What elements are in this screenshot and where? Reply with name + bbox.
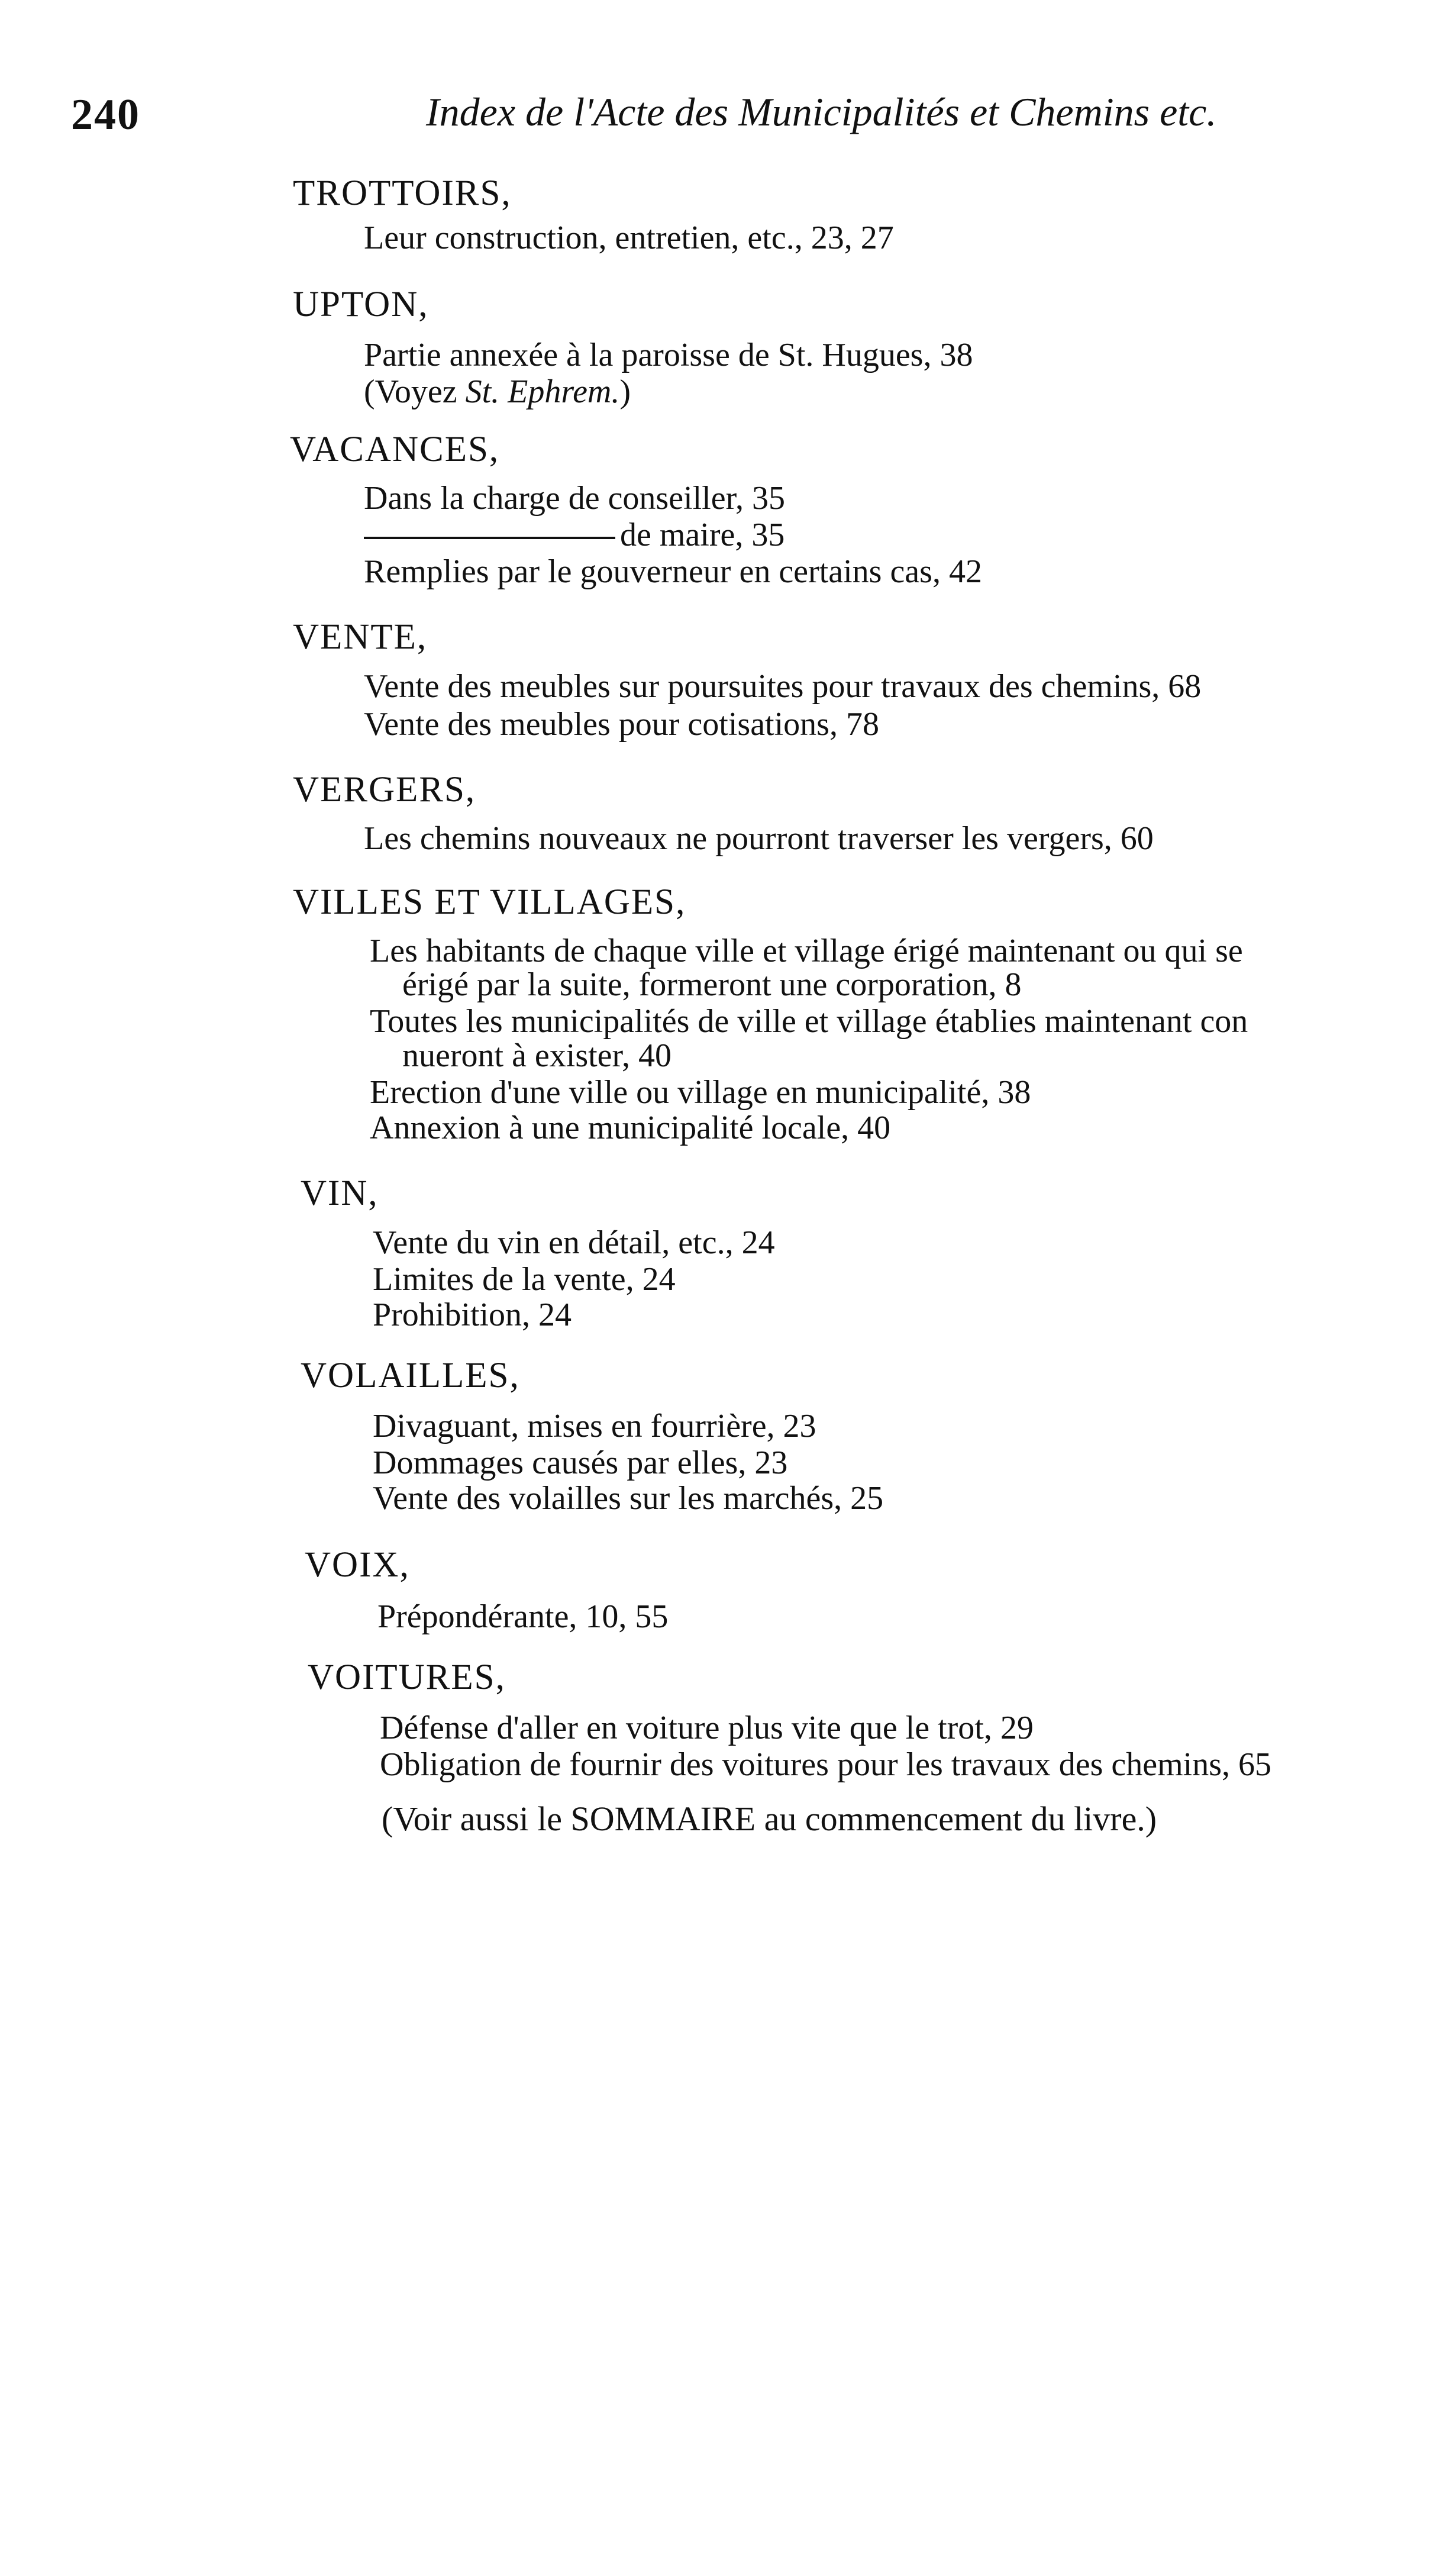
entry-heading-voitures: VOITURES, [308, 1658, 506, 1697]
entry-heading-vente: VENTE, [293, 617, 428, 657]
cross-reference [364, 373, 631, 411]
entry-heading-upton: UPTON, [293, 285, 429, 324]
entry-line: Prépondérante, 10, 55 [377, 1598, 669, 1635]
entry-heading-vacances: VACANCES, [290, 430, 500, 469]
entry-line: Partie annexée à la paroisse de St. Hugues, 38 [364, 337, 973, 373]
entry-line: Obligation de fournir des voitures pour les travaux des chemins, 65 [380, 1746, 1271, 1783]
entry-line-ditto [364, 516, 785, 554]
entry-line-continued: nueront à exister, 40 [402, 1037, 671, 1074]
entry-heading-voix: VOIX, [305, 1545, 410, 1585]
see-label: (Voyez [364, 373, 457, 410]
entry-line: Annexion à une municipalité locale, 40 [370, 1110, 891, 1146]
entry-line: Erection d'une ville ou village en municipalité, 38 [370, 1074, 1031, 1111]
see-target: St. Ephrem. [465, 373, 620, 410]
entry-line-continued: érigé par la suite, formeront une corporation, 8 [402, 966, 1022, 1003]
entry-line: Défense d'aller en voiture plus vite que le trot, 29 [380, 1710, 1034, 1746]
entry-line: Les chemins nouveaux ne pourront traverser les vergers, 60 [364, 820, 1154, 857]
entry-line: Prohibition, 24 [373, 1297, 572, 1333]
page-number: 240 [71, 91, 140, 139]
entry-line: Limites de la vente, 24 [373, 1261, 676, 1298]
see-close: ) [619, 373, 631, 410]
entry-line: Toutes les municipalités de ville et village établies maintenant con [370, 1003, 1248, 1040]
running-head: Index de l'Acte des Municipalités et Chemins etc. [426, 89, 1217, 134]
entry-line: Les habitants de chaque ville et village érigé maintenant ou qui se [370, 933, 1243, 969]
entry-heading-vin: VIN, [301, 1173, 379, 1213]
entry-line: Vente des meubles sur poursuites pour travaux des chemins, 68 [364, 668, 1202, 705]
entry-line: Dommages causés par elles, 23 [373, 1444, 788, 1481]
entry-heading-vergers: VERGERS, [293, 770, 476, 810]
ditto-text: de maire, 35 [620, 517, 785, 553]
entry-heading-volailles: VOLAILLES, [301, 1356, 520, 1395]
ditto-rule [364, 537, 615, 539]
entry-heading-trottoirs: TROTTOIRS, [293, 173, 512, 213]
entry-line: Vente du vin en détail, etc., 24 [373, 1224, 775, 1261]
entry-line: Vente des volailles sur les marchés, 25 [373, 1480, 884, 1517]
entry-line: Divaguant, mises en fourrière, 23 [373, 1408, 816, 1444]
entry-heading-villes-et-villages: VILLES ET VILLAGES, [293, 882, 686, 922]
entry-line: Leur construction, entretien, etc., 23, 27 [364, 220, 894, 256]
entry-line: Vente des meubles pour cotisations, 78 [364, 706, 879, 743]
entry-line: Dans la charge de conseiller, 35 [364, 480, 786, 517]
closing-note: (Voir aussi le SOMMAIRE au commencement du livre.) [382, 1800, 1157, 1838]
entry-line: Remplies par le gouverneur en certains cas, 42 [364, 553, 982, 590]
